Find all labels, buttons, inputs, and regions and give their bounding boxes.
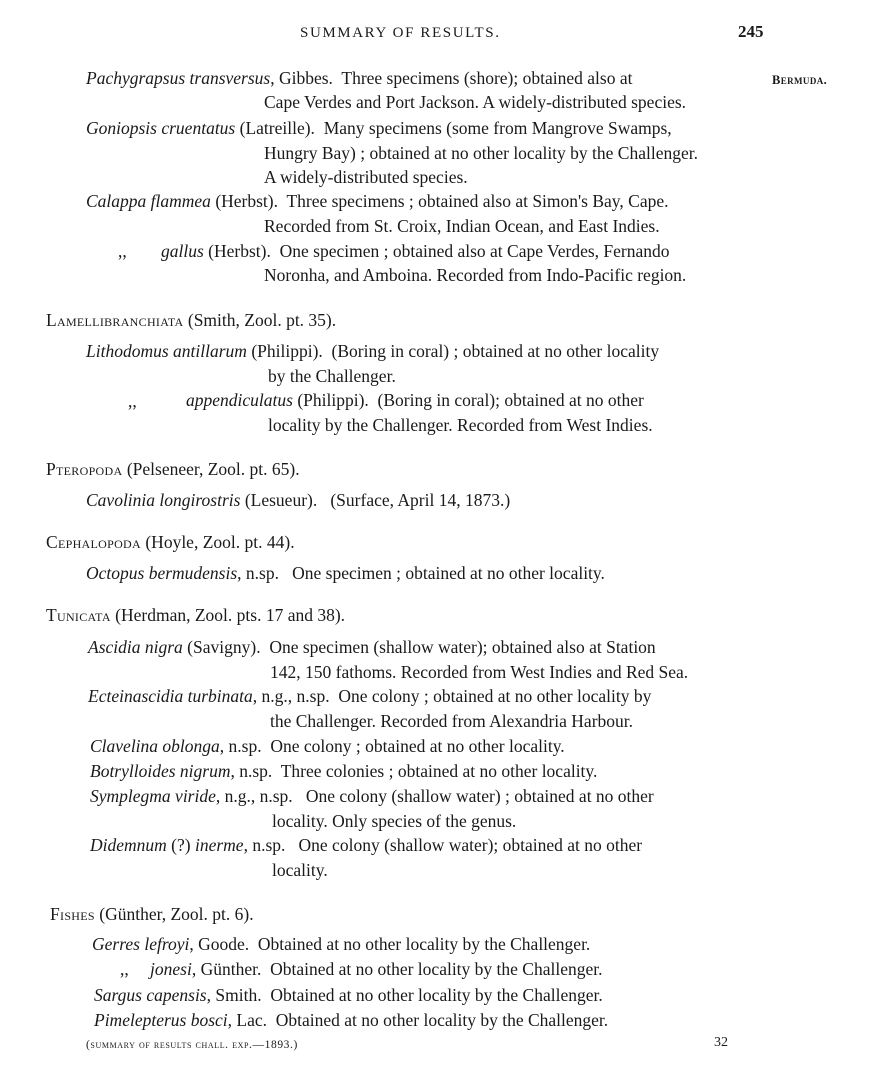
species-author: (Philippi). (297, 390, 369, 410)
species-author: , n.sp. (219, 736, 262, 756)
ditto-mark: ,, (120, 959, 129, 979)
species-name: Gerres lefroyi (92, 934, 190, 954)
entry-continuation: Noronha, and Amboina. Recorded from Indo-Pacific region. (264, 265, 687, 285)
species-name: Ascidia nigra (88, 637, 183, 657)
entry-symplegma (90, 785, 654, 807)
margin-note-locality: Bermuda. (772, 73, 828, 87)
species-name: Cavolinia longirostris (86, 490, 241, 510)
entry-text: One colony ; obtained at no other locality by (338, 686, 652, 706)
species-author: (Lesueur). (244, 490, 318, 510)
entry-lithodomus (86, 340, 659, 362)
entry-appendiculatus (186, 389, 644, 411)
species-name: Pimelepterus bosci (94, 1010, 228, 1030)
species-name: Pachygrapsus transversus (86, 68, 271, 88)
section-heading-tunicata (46, 604, 345, 626)
species-author: , n.g., n.sp. (215, 786, 293, 806)
entry-text: Obtained at no other locality by the Challenger. (257, 934, 591, 954)
entry-gerres-jonesi (150, 958, 602, 980)
species-author: (Herbst). (215, 191, 278, 211)
species-author: (Philippi). (251, 341, 323, 361)
footer-note: (summary of results chall. exp.—1893.) (86, 1039, 298, 1051)
species-author: , n.sp. (243, 835, 286, 855)
entry-goniopsis (86, 117, 672, 139)
entry-text: Three colonies ; obtained at no other locality. (280, 761, 598, 781)
entry-continuation: Cape Verdes and Port Jackson. A widely-distributed species. (264, 92, 687, 112)
entry-continuation: the Challenger. Recorded from Alexandria Harbour. (270, 711, 634, 731)
section-heading-lamellibranchiata (46, 309, 336, 331)
entry-text: One colony (shallow water) ; obtained at no other (305, 786, 654, 806)
species-name: Clavelina oblonga (90, 736, 220, 756)
species-author: , n.g., n.sp. (252, 686, 330, 706)
entry-text: One specimen ; obtained at no other locality. (292, 563, 605, 583)
section-reference: (Herdman, Zool. pts. 17 and 38). (115, 605, 346, 625)
entry-text: Three specimens (shore); obtained also at (341, 68, 633, 88)
species-author: , Günther. (191, 959, 262, 979)
section-title: Cephalopoda (46, 532, 141, 552)
species-name: Calappa flammea (86, 191, 211, 211)
entry-pimelepterus (94, 1009, 608, 1031)
entry-continuation: Hungry Bay) ; obtained at no other locality by the Challenger. (264, 143, 698, 163)
entry-text: Obtained at no other locality by the Challenger. (275, 1010, 609, 1030)
species-author: , n.sp. (230, 761, 273, 781)
entry-cavolinia (86, 489, 510, 511)
section-title: Fishes (50, 904, 95, 924)
entry-text: One specimen ; obtained also at Cape Verdes, Fernando (279, 241, 670, 261)
signature-mark: 32 (714, 1035, 728, 1050)
entry-octopus (86, 562, 605, 584)
section-reference: (Smith, Zool. pt. 35). (187, 310, 337, 330)
entry-text: Obtained at no other locality by the Challenger. (270, 959, 603, 979)
entry-calappa-flammea (86, 190, 669, 212)
running-header: SUMMARY OF RESULTS. (300, 25, 501, 41)
entry-text: Obtained at no other locality by the Challenger. (270, 985, 603, 1005)
page-number: 245 (738, 22, 764, 41)
species-author: (Herbst). (208, 241, 271, 261)
species-author: , Goode. (189, 934, 250, 954)
entry-continuation: Recorded from St. Croix, Indian Ocean, and East Indies. (264, 216, 660, 236)
species-name: Symplegma viride (90, 786, 216, 806)
species-query: (?) (171, 835, 191, 855)
entry-ascidia (88, 636, 656, 658)
species-name: Octopus bermudensis (86, 563, 238, 583)
entry-text: One specimen (shallow water); obtained also at Station (269, 637, 656, 657)
entry-gerres-lefroyi (92, 933, 590, 955)
entry-text: (Boring in coral) ; obtained at no other locality (331, 341, 660, 361)
entry-continuation: locality. Only species of the genus. (272, 811, 517, 831)
species-name: appendiculatus (186, 390, 293, 410)
section-title: Lamellibranchiata (46, 310, 184, 330)
entry-pachygrapsus (86, 67, 632, 89)
entry-text: (Boring in coral); obtained at no other (377, 390, 644, 410)
species-name: Botrylloides nigrum (90, 761, 231, 781)
species-author: (Savigny). (187, 637, 261, 657)
section-reference: (Günther, Zool. pt. 6). (99, 904, 254, 924)
entry-sargus (94, 984, 603, 1006)
entry-continuation: 142, 150 fathoms. Recorded from West Indies and Red Sea. (270, 662, 689, 682)
section-reference: (Pelseneer, Zool. pt. 65). (126, 459, 300, 479)
species-author: , Gibbes. (270, 68, 333, 88)
entry-continuation: A widely-distributed species. (264, 167, 468, 187)
section-title: Pteropoda (46, 459, 123, 479)
species-name: Didemnum (90, 835, 167, 855)
entry-text: One colony (shallow water); obtained at no other (298, 835, 643, 855)
entry-text: Many specimens (some from Mangrove Swamps, (323, 118, 672, 138)
species-name-epithet: inerme (194, 835, 244, 855)
entry-continuation: locality. (272, 860, 328, 880)
section-heading-cephalopoda (46, 531, 295, 553)
species-name: Sargus capensis (94, 985, 207, 1005)
species-name: Ecteinascidia turbinata (88, 686, 253, 706)
ditto-mark: ,, (118, 241, 127, 261)
species-author: , Lac. (227, 1010, 268, 1030)
section-reference: (Hoyle, Zool. pt. 44). (145, 532, 295, 552)
species-name: jonesi (150, 959, 192, 979)
entry-continuation: by the Challenger. (268, 366, 396, 386)
entry-text: (Surface, April 14, 1873.) (330, 490, 511, 510)
entry-calappa-gallus (161, 240, 670, 262)
species-author: , Smith. (206, 985, 262, 1005)
entry-text: Three specimens ; obtained also at Simon's Bay, Cape. (286, 191, 669, 211)
section-title: Tunicata (46, 605, 111, 625)
entry-didemnum (90, 834, 642, 856)
entry-continuation: locality by the Challenger. Recorded from West Indies. (268, 415, 653, 435)
species-name: Goniopsis cruentatus (86, 118, 236, 138)
species-name: gallus (161, 241, 204, 261)
entry-clavelina (90, 735, 565, 757)
section-heading-pteropoda (46, 458, 300, 480)
ditto-mark: ,, (128, 391, 137, 411)
entry-botrylloides (90, 760, 597, 782)
entry-ecteinascidia (88, 685, 651, 707)
species-author: (Latreille). (239, 118, 315, 138)
species-name: Lithodomus antillarum (86, 341, 247, 361)
section-heading-fishes (50, 903, 254, 925)
entry-text: One colony ; obtained at no other locality. (270, 736, 565, 756)
species-author: , n.sp. (237, 563, 279, 583)
